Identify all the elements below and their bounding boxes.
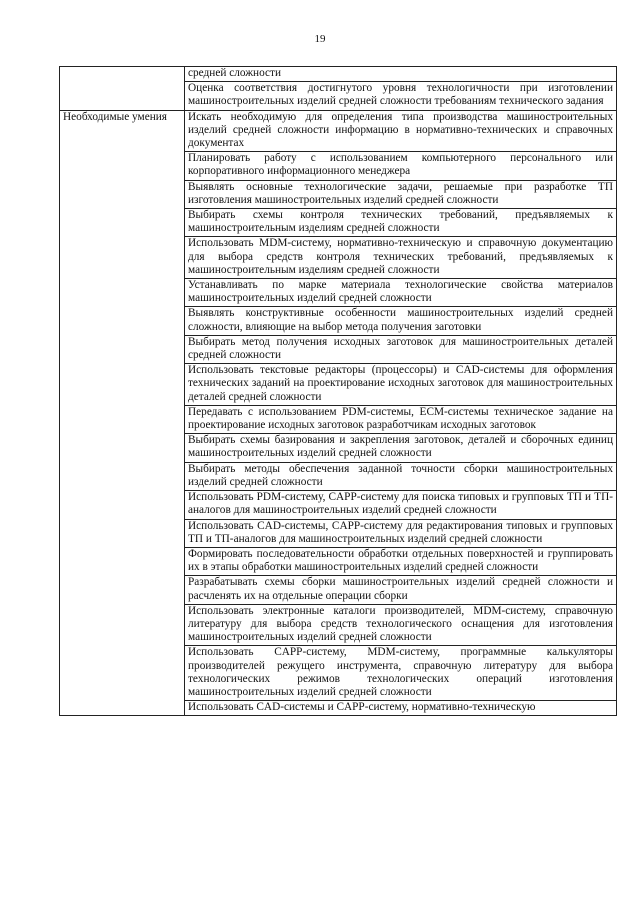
table-row	[60, 110, 617, 152]
row-text-cell: Использовать текстовые редакторы (процессоры) и CAD-системы для оформления технических заданий на проектирование исходных заготовок для машиностроительных деталей средней сложности	[185, 364, 617, 406]
row-text-cell: Выявлять конструктивные особенности машиностроительных изделий средней сложности, влияющие на выбор метода получения заготовки	[185, 307, 617, 335]
skills-table	[59, 66, 617, 716]
row-text-cell: средней сложности	[185, 67, 617, 82]
row-text-cell: Выбирать метод получения исходных заготовок для машиностроительных деталей средней сложности	[185, 335, 617, 363]
row-text-cell: Выявлять основные технологические задачи, решаемые при разработке ТП изготовления машиностроительных изделий средней сложности	[185, 180, 617, 208]
row-text-cell: Выбирать методы обеспечения заданной точности сборки машиностроительных изделий средней сложности	[185, 462, 617, 490]
row-text-cell: Планировать работу с использованием компьютерного персонального или корпоративного информационного менеджера	[185, 152, 617, 180]
row-text-cell: Устанавливать по марке материала технологические свойства материалов машиностроительных изделий средней сложности	[185, 279, 617, 307]
page-number: 19	[314, 33, 326, 45]
row-text-cell: Использовать MDM-систему, нормативно-техническую и справочную документацию для выбора средств контроля технических требований, предъявляемых к машиностроительным изделиям средней сложности	[185, 237, 617, 279]
row-text-cell: Использовать CAPP-систему, MDM-систему, программные калькуляторы производителей режущего инструмента, справочную литературу для выбора технологических режимов технологических операций изготовления машиностроительных изделий средней сложности	[185, 646, 617, 701]
row-label-necessary-skills: Необходимые умения	[63, 110, 167, 123]
row-text-cell: Использовать электронные каталоги производителей, MDM-систему, справочную литературу для выбора средств технологического оснащения для изготовления машиностроительных изделий средней сложности	[185, 604, 617, 646]
row-text-cell: Передавать с использованием PDM-системы, ECM-системы техническое задание на проектирование исходных заготовок разработчикам исходных заготовок	[185, 405, 617, 433]
row-text-cell: Формировать последовательности обработки отдельных поверхностей и группировать их в этапы обработки машиностроительных изделий средней сложности	[185, 547, 617, 575]
row-text-cell: Использовать CAD-системы и CAPP-систему, нормативно-техническую	[185, 701, 617, 716]
table-row	[60, 67, 617, 82]
row-text-cell: Использовать CAD-системы, CAPP-систему для редактирования типовых и групповых ТП и ТП-аналогов для машиностроительных изделий средней сложности	[185, 519, 617, 547]
row-text-cell: Выбирать схемы контроля технических требований, предъявляемых к машиностроительным изделиям средней сложности	[185, 209, 617, 237]
row-label-cell	[60, 110, 185, 716]
page-bottom-margin	[0, 826, 640, 900]
row-text-cell: Оценка соответствия достигнутого уровня технологичности при изготовлении машиностроительных изделий средней сложности требованиям технического задания	[185, 82, 617, 110]
row-text-cell: Использовать PDM-систему, CAPP-систему для поиска типовых и групповых ТП и ТП-аналогов для машиностроительных изделий средней сложности	[185, 491, 617, 519]
row-text-cell: Выбирать схемы базирования и закрепления заготовок, деталей и сборочных единиц машиностроительных изделий средней сложности	[185, 434, 617, 462]
row-label-cell	[60, 67, 185, 111]
row-text-cell: Разрабатывать схемы сборки машиностроительных изделий средней сложности и расчленять их на отдельные операции сборки	[185, 576, 617, 604]
row-text-cell: Искать необходимую для определения типа производства машиностроительных изделий средней сложности информацию в нормативно-технических и справочных документах	[185, 110, 617, 152]
